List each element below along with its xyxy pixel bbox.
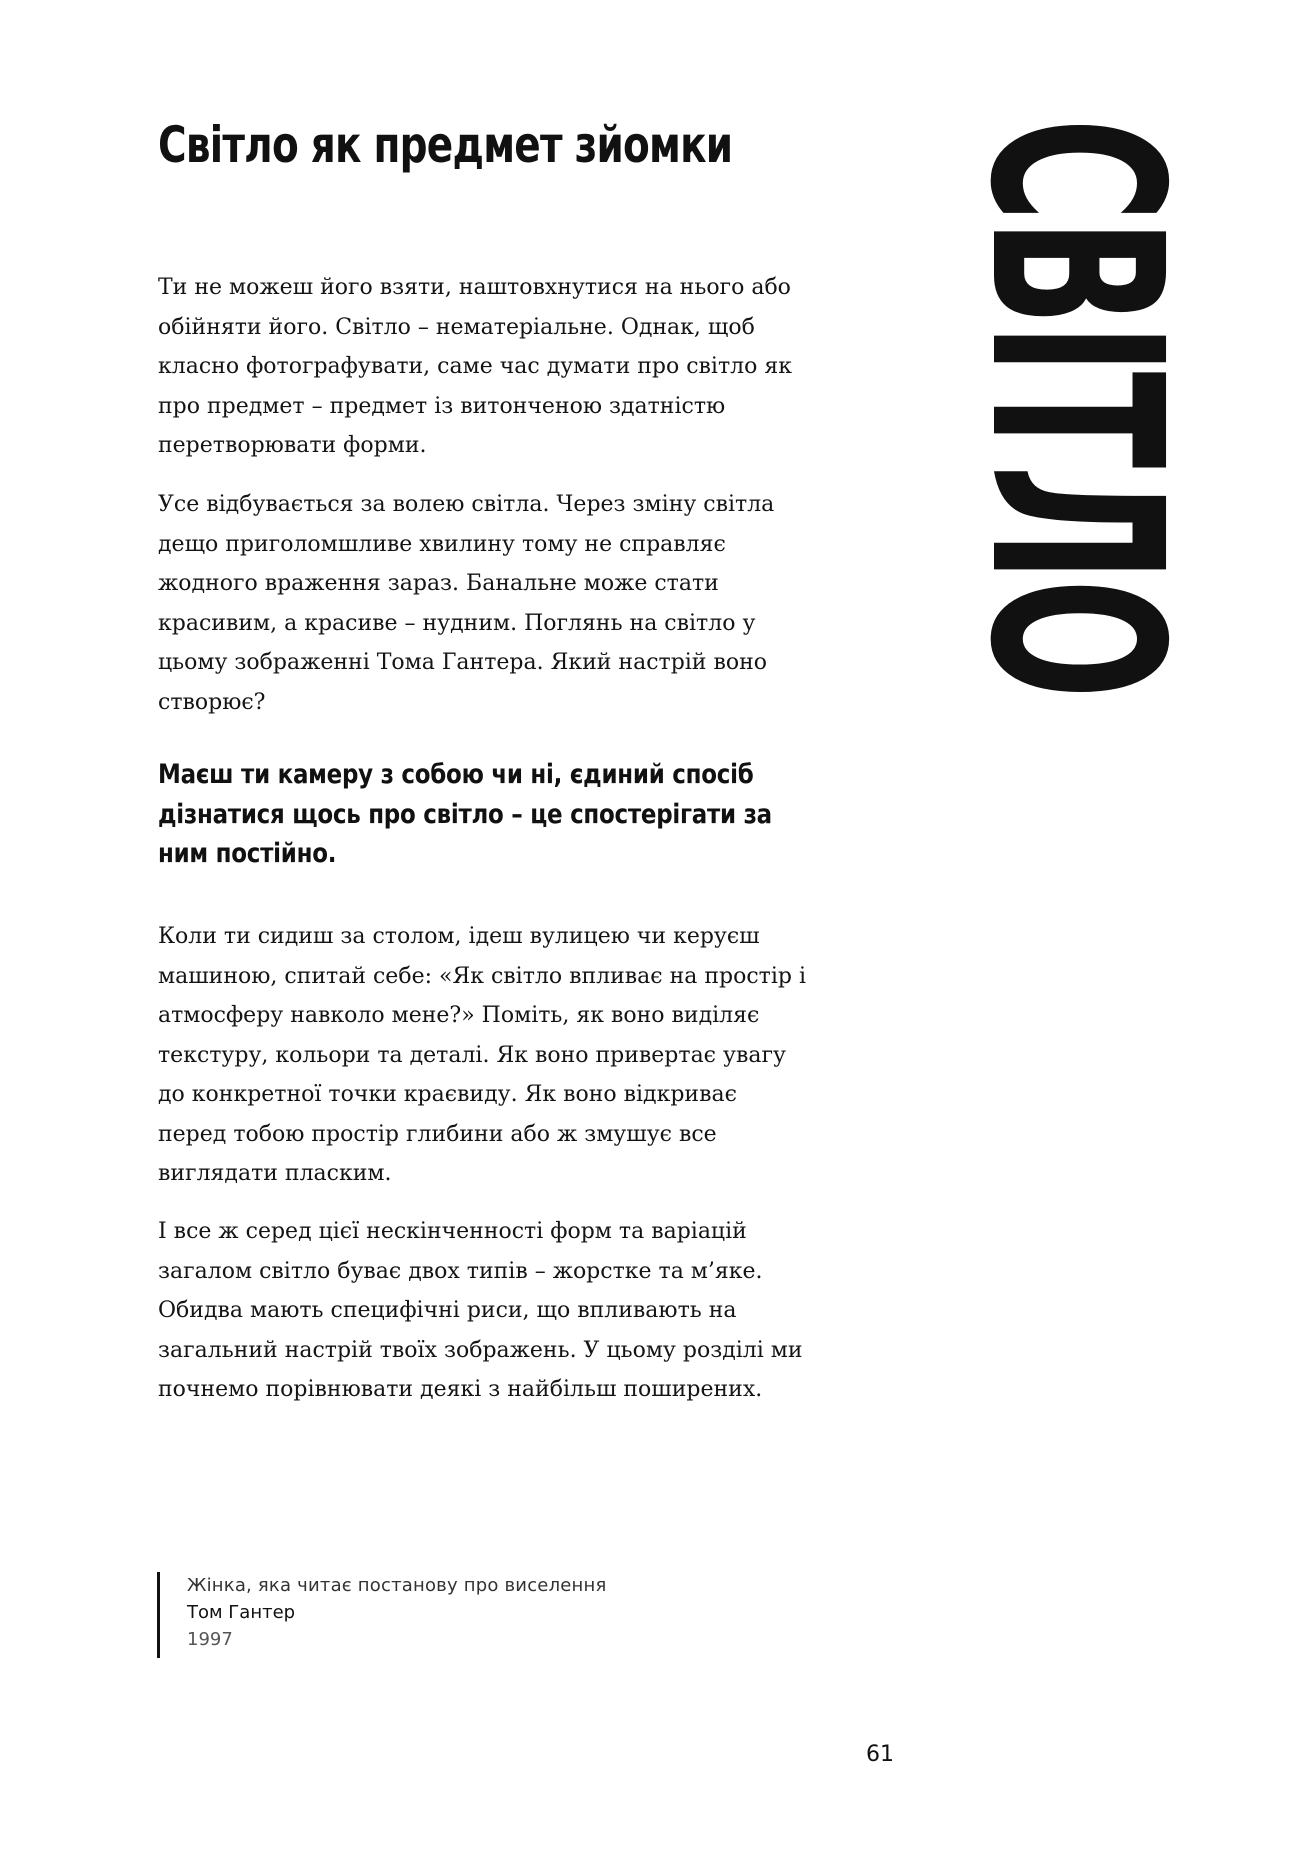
caption-title: Жінка, яка читає постанову про виселення: [187, 1575, 607, 1596]
caption-author: Том Гантер: [187, 1602, 296, 1623]
side-vertical-word-text: СВІТЛО: [938, 118, 1213, 696]
side-vertical-word: [938, 118, 1213, 818]
pull-quote: Маєш ти камеру з собою чи ні, єдиний спосіб дізнатися щось про світло – це спостерігати за ним постійно.: [158, 759, 772, 869]
page-title: Світло як предмет зйомки: [158, 116, 733, 174]
paragraph-light-types: І все ж серед цієї нескінченності форм та варіацій загалом світло буває двох типів – жорстке та м’яке. Обидва мають специфічні риси, що впливають на загальний настрій твоїх зображень. У цьому розділі ми почнемо порівнювати деякі з найбільш поширених.: [158, 1219, 803, 1402]
paragraph-intro: Ти не можеш його взяти, наштовхнутися на нього або обійняти його. Світло – нематеріальне. Однак, щоб класно фотографувати, саме час думати про світло як про предмет – предмет із витонченою здатністю перетворювати форми.: [158, 275, 792, 458]
page-number: 61: [866, 1742, 894, 1767]
paragraph-will-of-light: Усе відбувається за волею світла. Через зміну світла дещо приголомшливе хвилину тому не справляє жодного враження зараз. Банальне може стати красивим, а красиве – нудним. Поглянь на світло у цьому зображенні Тома Гантера. Який настрій воно створює?: [158, 492, 775, 715]
paragraph-observation: Коли ти сидиш за столом, ідеш вулицею чи керуєш машиною, спитай себе: «Як світло впливає на простір і атмосферу навколо мене?» Поміть, як воно виділяє текстуру, кольори та деталі. Як воно привертає увагу до конкретної точки краєвиду. Як воно відкриває перед тобою простір глибини або ж змушує все виглядати пласким.: [158, 924, 807, 1186]
photo-caption: [157, 1572, 607, 1658]
caption-year: 1997: [187, 1629, 233, 1650]
